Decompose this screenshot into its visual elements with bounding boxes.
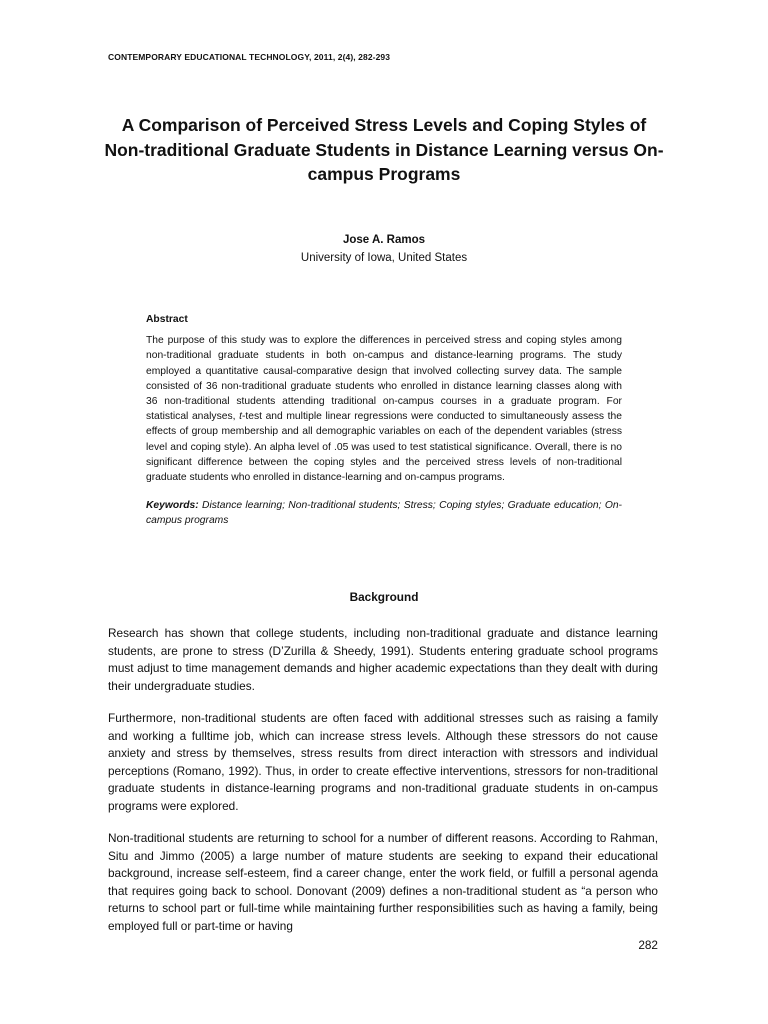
body-paragraph: Non-traditional students are returning to school for a number of different reasons. According to Rahman, Situ and Jimmo (2005) a large number of mature students are seeking to expand their educational background, increase self-esteem, find a career change, enter the work field, or fulfill a personal agenda that requires going back to school. Donovant (2009) defines a non-traditional student as “a person who returns to school part or full-time while maintaining further responsibilities such as having a family, being employed full or part-time or having <box>108 831 658 933</box>
page-number: 282 <box>638 938 658 952</box>
body-paragraph: Research has shown that college students, including non-traditional graduate and distance learning students, are prone to stress (D’Zurilla & Sheedy, 1991). Students entering graduate school programs must adjust to time management demands and higher academic expectations than they dealt with during their undergraduate studies. <box>108 626 658 693</box>
article-title: A Comparison of Perceived Stress Levels and Coping Styles of Non-traditional Graduate Students in Distance Learning versus On-campus Programs <box>104 115 664 184</box>
running-head: CONTEMPORARY EDUCATIONAL TECHNOLOGY, 2011, 2(4), 282-293 <box>108 52 391 62</box>
abstract-text-part1: The purpose of this study was to explore the differences in perceived stress and coping styles among non-traditional graduate students in both on-campus and distance-learning programs. The study employed a quantitative causal-comparative design that involved collecting survey data. The sample consisted of 36 non-traditional graduate students who enrolled in distance learning classes along with 36 non-traditional students attending traditional on-campus courses in a graduate program. For statistical analyses, <box>146 335 622 423</box>
abstract-heading: Abstract <box>146 314 188 325</box>
keywords-text: Distance learning; Non-traditional students; Stress; Coping styles; Graduate education; On-campus programs <box>146 500 622 527</box>
author-block <box>100 231 668 267</box>
abstract-section <box>146 312 622 539</box>
keywords <box>146 498 622 528</box>
author-affiliation: University of Iowa, United States <box>300 252 468 264</box>
author-name: Jose A. Ramos <box>342 234 426 246</box>
body-paragraph: Furthermore, non-traditional students are often faced with additional stresses such as raising a family and working a fulltime job, which can increase stress levels. Although these stressors do not cause anxiety and stress by themselves, stress results from direct interaction with stressors and individual perceptions (Romano, 1992). Thus, in order to create effective interventions, stressors for non-traditional graduate students in distance-learning programs and non-traditional graduate students in on-campus programs were explored. <box>108 711 658 813</box>
abstract-text-part2: -test and multiple linear regressions were conducted to simultaneously assess the effects of group membership and all demographic variables on each of the dependent variables (stress level and coping style). An alpha level of .05 was used to test statistical significance. Overall, there is no significant difference between the coping styles and the perceived stress levels of non-traditional graduate students who enrolled in distance-learning and on-campus programs. <box>146 411 622 484</box>
abstract-text <box>146 333 622 485</box>
abstract-t-italic: t <box>239 411 242 423</box>
keywords-label: Keywords: <box>146 500 199 512</box>
background-heading: Background <box>349 590 419 604</box>
background-body <box>108 625 658 950</box>
